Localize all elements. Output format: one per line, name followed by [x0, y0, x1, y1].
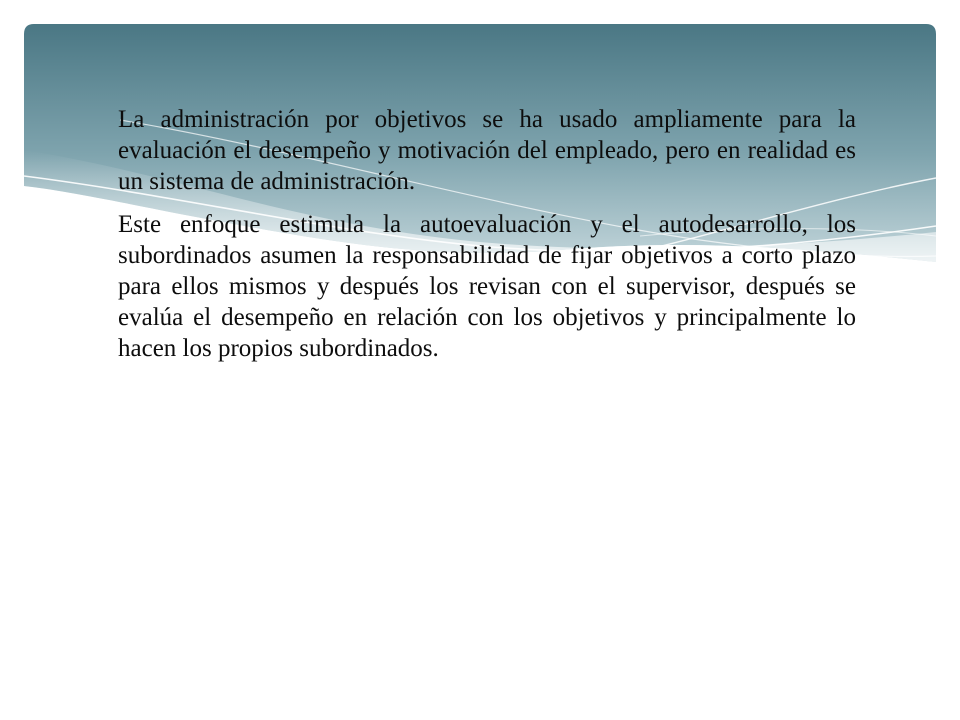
paragraph-2: Este enfoque estimula la autoevaluación y el autodesarrollo, los subordinados asumen la responsabilidad de fijar objetivos a corto plazo para ellos mismos y después los revisan con el supervisor, después se evalúa el desempeño en relación con los objetivos y principalmente lo hacen los propios subordinados. — [118, 211, 856, 362]
paragraph-1: La administración por objetivos se ha usado ampliamente para la evaluación el desempeño y motivación del empleado, pero en realidad es un sistema de administración. — [118, 106, 856, 195]
body-text — [118, 104, 856, 376]
